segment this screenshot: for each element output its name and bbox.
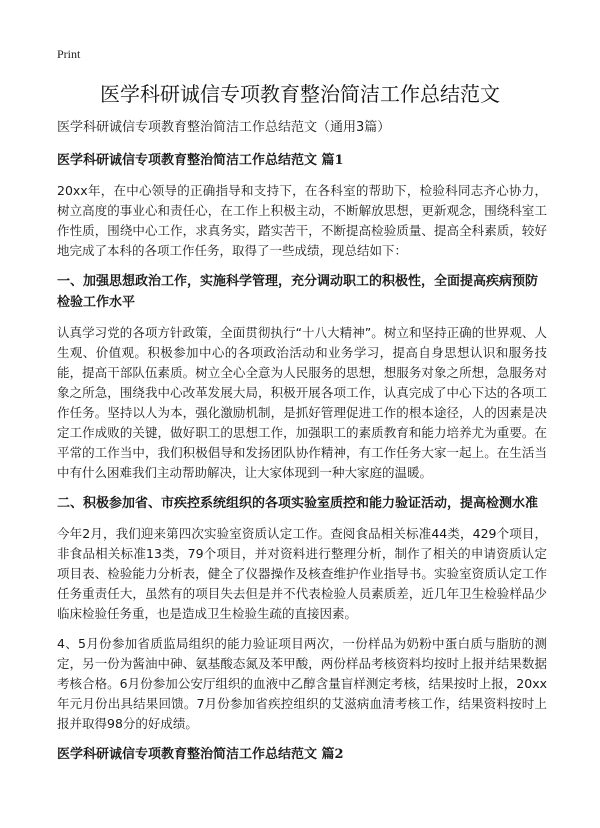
document-body [57, 118, 547, 775]
document-subtitle: 医学科研诚信专项教育整治简洁工作总结范文（通用3篇） [57, 120, 391, 135]
section-title-1: 医学科研诚信专项教育整治简洁工作总结范文 篇1 [57, 153, 344, 168]
document-title: 医学科研诚信专项教育整治简洁工作总结范文 [100, 82, 500, 106]
paragraph-3: 4、5月份参加省质监局组织的能力验证项目两次，一份样品为奶粉中蛋白质与脂肪的测定，另一份为酱油中砷、氨基酸态氮及苯甲酸，两份样品考核资料均按时上报并结果数据考核合格。6月份参加公安厅组织的血液中乙醇含量盲样测定考核，结果按时上报，20xx年元月份出具结果回馈。7月份参加省疾控组织的艾滋病血清考核工作，结果资料按时上报并取得98分的好成绩。 [57, 636, 547, 731]
section-title-2: 医学科研诚信专项教育整治简洁工作总结范文 篇2 [57, 747, 344, 762]
print-label[interactable]: Print [57, 47, 81, 61]
paragraph-1: 认真学习党的各项方针政策，全面贯彻执行“十八大精神”。树立和坚持正确的世界观、人生观、价值观。积极参加中心的各项政治活动和业务学习，提高自身思想认识和服务技能，提高干部队伍素质。树立全心全意为人民服务的思想，想服务对象之所想，急服务对象之所急，围绕我中心改革发展大局，积极开展各项工作，认真完成了中心下达的各项工作任务。坚持以人为本，强化激励机制，是抓好管理促进工作的根本途径，人的因素是决定工作成败的关键，做好职工的思想工作，加强职工的素质教育和能力培养尤为重要。在平常的工作当中，我们积极倡导和发扬团队协作精神，有工作任务大家一起上。在生活当中有什么困难我们主动帮助解决，让大家体现到一种大家庭的温暖。 [57, 325, 547, 480]
intro-paragraph: 20xx年，在中心领导的正确指导和支持下，在各科室的帮助下，检验科同志齐心协力，树立高度的事业心和责任心，在工作上积极主动，不断解放思想，更新观念，围绕科室工作性质，围绕中心工作，求真务实，踏实苦干，不断提高检验质量、提高全科素质，较好地完成了本科的各项工作任务，取得了一些成绩，现总结如下： [57, 183, 547, 258]
heading-1: 一、加强思想政治工作，实施科学管理，充分调动职工的积极性，全面提高疾病预防检验工作水平 [57, 274, 539, 310]
paragraph-2: 今年2月，我们迎来第四次实验室资质认定工作。查阅食品相关标准44类，429个项目，非食品相关标准13类，79个项目，并对资料进行整理分析，制作了相关的申请资质认定项目表、检验能力分析表，健全了仪器操作及核查维护作业指导书。实验室资质认定工作任务重责任大，虽然有的项目失去但是并不代表检验人员素质差，近几年卫生检验样品少临床检验任务重，也是造成卫生检验生疏的直接因素。 [57, 526, 547, 621]
heading-2: 二、积极参加省、市疾控系统组织的各项实验室质控和能力验证活动，提高检测水准 [57, 496, 539, 511]
